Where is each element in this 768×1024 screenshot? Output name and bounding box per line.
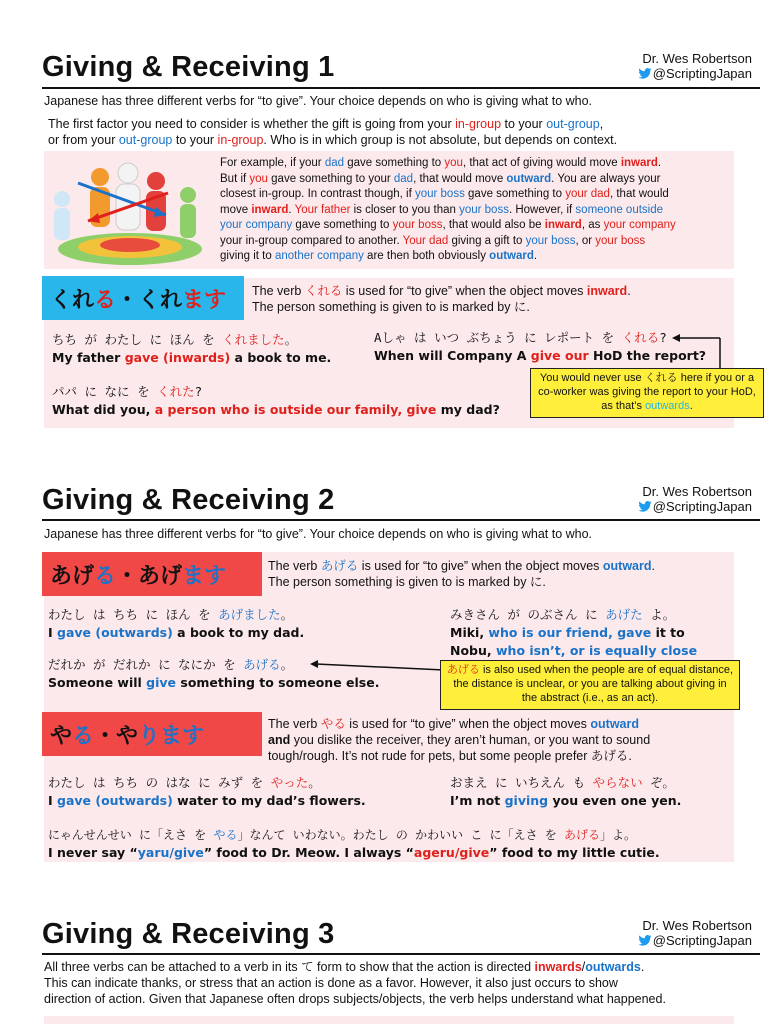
yaru-tag: や る ・や ります <box>42 712 262 756</box>
twitter-bird-icon <box>638 68 652 79</box>
author-handle-line <box>600 66 752 81</box>
section1-factor: The first factor you need to consider is whether the gift is going from your in-group to your out-group, or from your out-group to your in-group. Who is in which group is not absolute, but depends on context. <box>48 117 618 147</box>
section1-title: Giving & Receiving 1 <box>42 51 335 83</box>
kureru-example-2: Aしゃ は いつ ぶちょう に レポート を くれる? When will Company A give our HoD the report? <box>374 330 707 363</box>
in-group-term: in-group <box>455 117 502 131</box>
section2-title: Giving & Receiving 2 <box>42 484 335 516</box>
kureru-note: You would never use くれる here if you or a co-worker was giving the report to your HoD, as that’s outwards. <box>530 368 764 418</box>
author-handle[interactable]: @ScriptingJapan <box>652 933 752 948</box>
section3-box <box>44 1016 734 1024</box>
out-group-term: out-group <box>118 133 173 147</box>
in-group-term: in-group <box>217 133 264 147</box>
author-name: Dr. Wes Robertson <box>642 918 752 933</box>
author-block-2 <box>600 484 752 514</box>
author-handle[interactable]: @ScriptingJapan <box>652 66 752 81</box>
ageru-note: あげる is also used when the people are of equal distance, the distance is unclear, or you are talking about giving in the abstract (i.e., as an act). <box>440 660 740 710</box>
kureru-tag: くれ る ・くれ ます <box>42 276 244 320</box>
yaru-example-2: おまえ に いちえん も やらない ぞ。 I’m not giving you even one yen. <box>450 775 682 808</box>
divider <box>42 519 760 521</box>
yaru-example-3: にゃんせんせい に「えさ を やる」なんて いわない。わたし の かわいい こ に「えさ を あげる」よ。 I never say “yaru/give” food to Dr. Meow. I always “ageru/give” food to my little cutie. <box>48 828 660 860</box>
author-handle[interactable]: @ScriptingJapan <box>652 499 752 514</box>
people-groups-icon <box>48 153 208 267</box>
section2-intro: Japanese has three different verbs for “to give”. Your choice depends on who is giving what to who. <box>44 527 593 541</box>
twitter-bird-icon <box>638 935 652 946</box>
group-illustration <box>48 153 208 267</box>
author-handle-line <box>600 933 752 948</box>
section1-intro: Japanese has three different verbs for “to give”. Your choice depends on who is giving what to who. <box>44 94 593 108</box>
ageru-tag: あげ る ・あげ ます <box>42 552 262 596</box>
ageru-description: The verb あげる is used for “to give” when the object moves outward. The person something is given to is marked by に. <box>268 559 655 589</box>
out-group-term: out-group <box>546 117 600 131</box>
author-name: Dr. Wes Robertson <box>642 51 752 66</box>
ageru-example-3: だれか が だれか に なにか を あげる。 Someone will give something to someone else. <box>48 657 380 690</box>
example-text: For example, if your dad gave something to you, that act of giving would move inward. But if you gave something to your dad, that would move outward. You are always your closest in-group. In contrast though, if your boss gave something to your dad, that would move inward. Your father is closer to you than your boss. However, if someone outside your company gave something to your boss, that would also be inward, as your company your in-group compared to another. Your dad giving a gift to your boss, or your boss giving it to another company are then both obviously outward. <box>220 157 676 262</box>
note-arrow-icon <box>308 658 448 678</box>
kureru-description: The verb くれる is used for “to give” when the object moves inward. The person something is given to is marked by に. <box>252 284 631 314</box>
ageru-example-1: わたし は ちち に ほん を あげました。 I gave (outwards) a book to my dad. <box>48 607 305 640</box>
author-name: Dr. Wes Robertson <box>642 484 752 499</box>
twitter-bird-icon <box>638 501 652 512</box>
author-handle-line <box>600 499 752 514</box>
divider <box>42 87 760 89</box>
yaru-example-1: わたし は ちち の はな に みず を やった。 I gave (outwards) water to my dad’s flowers. <box>48 775 366 808</box>
author-block-3 <box>600 918 752 948</box>
kureru-example-3: パパ に なに を くれた? What did you, a person who is outside our family, give my dad? <box>52 384 500 417</box>
section3-title: Giving & Receiving 3 <box>42 918 335 950</box>
section3-intro: All three verbs can be attached to a verb in its て form to show that the action is directed inwards/outwards. This can indicate thanks, or stress that an action is done as a favor. However, it also just occurs to show direction of action. Given that Japanese often drops subjects/objects, the verb helps understand what happened. <box>44 960 666 1006</box>
yaru-description: The verb やる is used for “to give” when the object moves outward and you dislike the receiver, they aren’t human, or you want to sound tough/rough. It’s not rude for pets, but some people prefer あげる. <box>268 717 651 763</box>
author-block-1 <box>600 51 752 81</box>
divider <box>42 953 760 955</box>
kureru-example-1: ちち が わたし に ほん を くれました。 My father gave (inwards) a book to me. <box>52 332 332 365</box>
ageru-example-2: みきさん が のぶさん に あげた よ。 Miki, who is our friend, gave it to Nobu, who isn’t, or is equally close <box>450 607 698 658</box>
note-arrow-icon <box>670 332 730 372</box>
